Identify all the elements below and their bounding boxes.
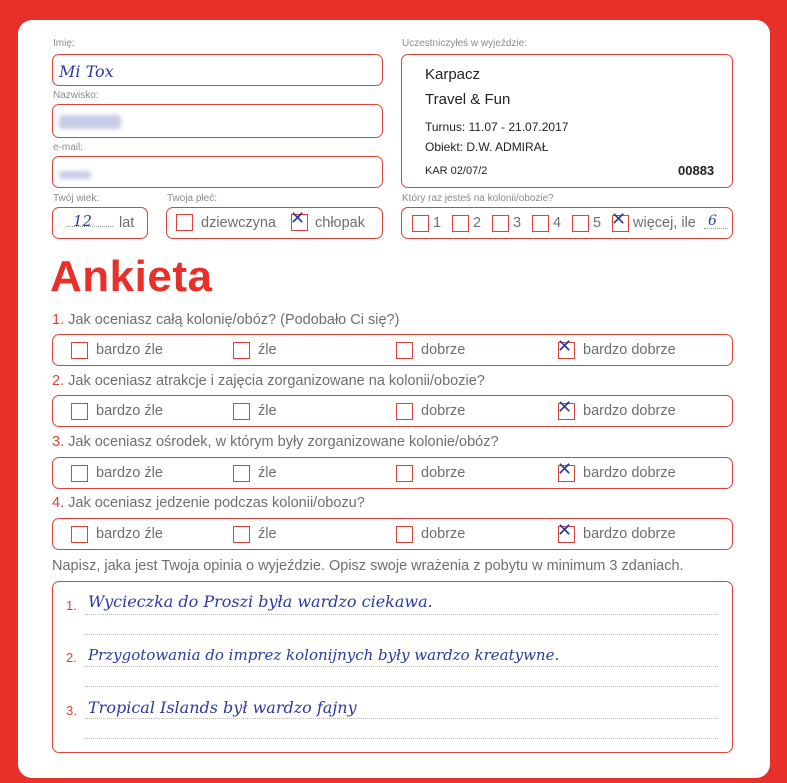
q2-option-1-checkbox[interactable]	[71, 403, 88, 420]
answer-line	[85, 686, 718, 687]
gender-girl-checkbox[interactable]	[176, 214, 193, 231]
q1-option-4-label: bardzo dobrze	[583, 342, 676, 358]
question-2-options	[52, 395, 733, 427]
q1-option-2-label: źle	[258, 342, 277, 358]
check-mark-icon: ✕	[611, 209, 627, 230]
answer-line	[85, 614, 718, 615]
times-3-checkbox[interactable]	[492, 215, 509, 232]
q3-option-3-label: dobrze	[421, 465, 466, 481]
answer-1-number: 1.	[66, 598, 77, 613]
survey-title: Ankieta	[50, 252, 213, 301]
question-1-options	[52, 334, 733, 366]
q4-option-2-checkbox[interactable]	[233, 526, 250, 543]
name-value: Mi Tox	[59, 62, 114, 81]
q3-option-4-label: bardzo dobrze	[583, 465, 676, 481]
email-label: e-mail:	[53, 142, 84, 153]
trip-card	[401, 54, 733, 188]
gender-boy-label: chłopak	[315, 215, 365, 231]
gender-label: Twoja płeć:	[167, 193, 218, 204]
times-2-checkbox[interactable]	[452, 215, 469, 232]
times-more-value: 6	[708, 213, 717, 229]
q2-option-4-label: bardzo dobrze	[583, 403, 676, 419]
times-field	[401, 207, 733, 239]
q4-option-4-label: bardzo dobrze	[583, 526, 676, 542]
age-label: Twój wiek:	[53, 193, 100, 204]
trip-company: Travel & Fun	[425, 91, 511, 108]
times-4-checkbox[interactable]	[532, 215, 549, 232]
question-4-options	[52, 518, 733, 550]
times-1-label: 1	[433, 215, 442, 231]
q1-option-2-checkbox[interactable]	[233, 342, 250, 359]
times-more-label: więcej, ile	[633, 215, 696, 231]
age-unit: lat	[119, 215, 135, 231]
question-2: 2. Jak oceniasz atrakcje i zajęcia zorganizowane na kolonii/obozie?	[52, 373, 485, 389]
check-mark-icon: ✕	[290, 208, 306, 229]
q2-option-3-checkbox[interactable]	[396, 403, 413, 420]
q1-option-3-checkbox[interactable]	[396, 342, 413, 359]
answer-1-text: Wycieczka do Proszi była wardzo ciekawa.	[88, 592, 433, 611]
q2-option-2-checkbox[interactable]	[233, 403, 250, 420]
opinion-prompt: Napisz, jaka jest Twoja opinia o wyjeździe. Opisz swoje wrażenia z pobytu w minimum 3 zdaniach.	[52, 558, 684, 574]
q3-option-4-checkbox[interactable]	[557, 459, 575, 482]
age-value: 12	[73, 212, 93, 230]
email-field[interactable]	[52, 156, 383, 188]
answer-3-text: Tropical Islands był wardzo fajny	[88, 698, 357, 717]
q2-option-1-label: bardzo źle	[96, 403, 163, 419]
trip-turnus: Turnus: 11.07 - 21.07.2017	[425, 120, 569, 134]
question-3-options	[52, 457, 733, 489]
check-mark-icon: ✕	[557, 520, 573, 541]
trip-number: 00883	[678, 163, 715, 178]
answer-line	[85, 738, 718, 739]
trip-city: Karpacz	[425, 66, 481, 83]
q1-option-4-checkbox[interactable]	[557, 336, 575, 359]
q3-option-2-label: źle	[258, 465, 277, 481]
times-more-checkbox[interactable]	[611, 209, 629, 232]
answer-2-number: 2.	[66, 650, 77, 665]
answer-line	[85, 666, 718, 667]
q2-option-4-checkbox[interactable]	[557, 397, 575, 420]
answer-2-text: Przygotowania do imprez kolonijnych były wardzo kreatywne.	[88, 646, 560, 664]
q1-option-1-checkbox[interactable]	[71, 342, 88, 359]
participated-label: Uczestniczyłeś w wyjeździe:	[402, 38, 528, 49]
check-mark-icon: ✕	[557, 397, 573, 418]
times-4-label: 4	[553, 215, 562, 231]
q3-option-1-checkbox[interactable]	[71, 465, 88, 482]
q4-option-1-checkbox[interactable]	[71, 526, 88, 543]
question-4: 4. Jak oceniasz jedzenie podczas kolonii/obozu?	[52, 495, 365, 511]
q3-option-1-label: bardzo źle	[96, 465, 163, 481]
q4-option-4-checkbox[interactable]	[557, 520, 575, 543]
gender-field	[166, 207, 383, 239]
name-label: Imię:	[53, 38, 75, 49]
redacted-surname	[59, 115, 121, 129]
q3-option-2-checkbox[interactable]	[233, 465, 250, 482]
check-mark-icon: ✕	[557, 336, 573, 357]
q4-option-2-label: źle	[258, 526, 277, 542]
age-field[interactable]	[52, 207, 148, 239]
q4-option-1-label: bardzo źle	[96, 526, 163, 542]
question-3: 3. Jak oceniasz ośrodek, w którym były zorganizowane kolonie/obóz?	[52, 434, 499, 450]
q4-option-3-label: dobrze	[421, 526, 466, 542]
times-5-checkbox[interactable]	[572, 215, 589, 232]
q1-option-1-label: bardzo źle	[96, 342, 163, 358]
times-2-label: 2	[473, 215, 482, 231]
surname-label: Nazwisko:	[53, 90, 99, 101]
times-label: Który raz jesteś na kolonii/obozie?	[402, 193, 554, 204]
gender-girl-label: dziewczyna	[201, 215, 276, 231]
q2-option-3-label: dobrze	[421, 403, 466, 419]
answer-line	[85, 718, 718, 719]
answer-3-number: 3.	[66, 703, 77, 718]
times-3-label: 3	[513, 215, 522, 231]
check-mark-icon: ✕	[557, 459, 573, 480]
question-1: 1. Jak oceniasz całą kolonię/obóz? (Podobało Ci się?)	[52, 312, 400, 328]
q4-option-3-checkbox[interactable]	[396, 526, 413, 543]
answer-line	[85, 634, 718, 635]
trip-code: KAR 02/07/2	[425, 165, 488, 177]
trip-obiekt: Obiekt: D.W. ADMIRAŁ	[425, 140, 549, 154]
times-1-checkbox[interactable]	[412, 215, 429, 232]
gender-boy-checkbox[interactable]	[290, 208, 308, 231]
q2-option-2-label: źle	[258, 403, 277, 419]
times-5-label: 5	[593, 215, 602, 231]
name-field[interactable]	[52, 54, 383, 86]
q1-option-3-label: dobrze	[421, 342, 466, 358]
redacted-email	[59, 171, 91, 179]
surname-field[interactable]	[52, 104, 383, 138]
q3-option-3-checkbox[interactable]	[396, 465, 413, 482]
